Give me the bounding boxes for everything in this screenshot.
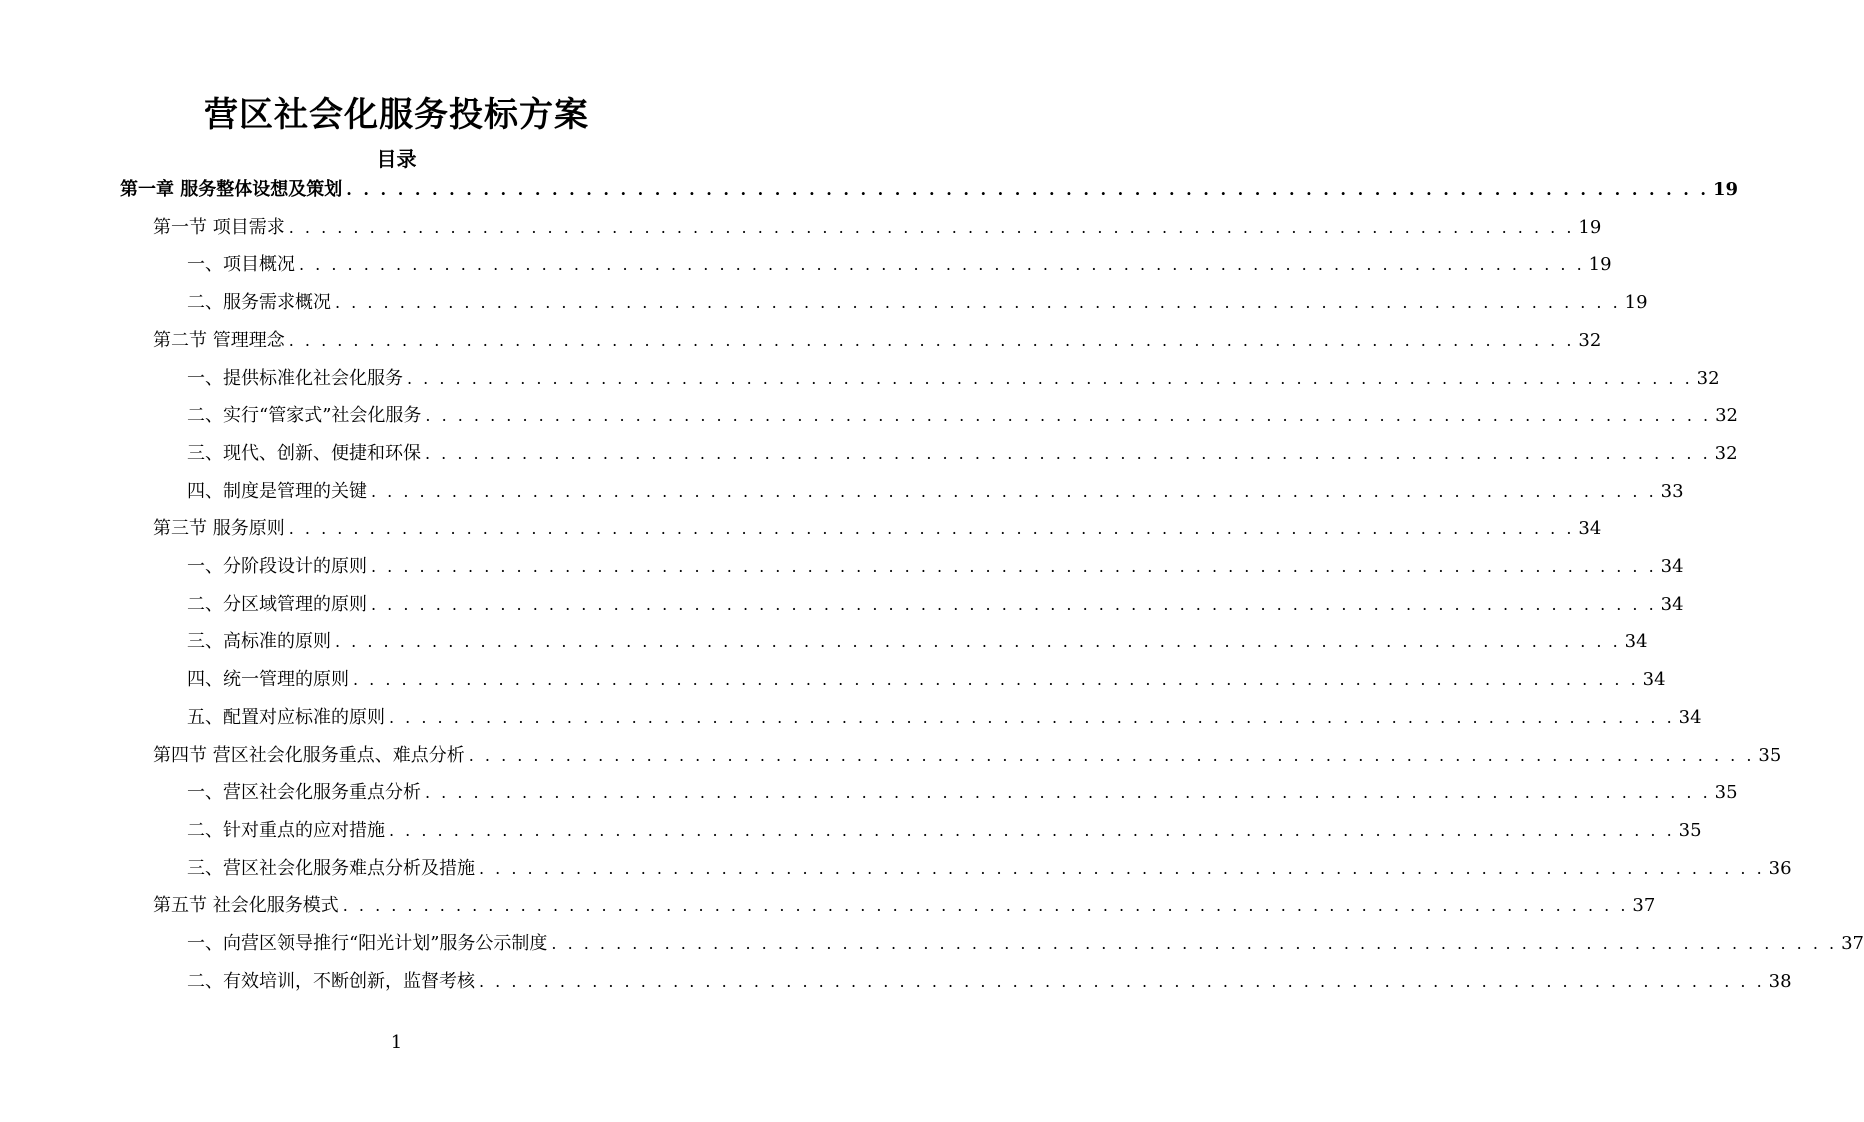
toc-entry-page: 19 — [1624, 292, 1648, 314]
toc-entry-page: 33 — [1660, 480, 1684, 502]
toc-entry[interactable] — [187, 968, 1792, 996]
toc-leader-dots: . . . . . . . . . . . . . . . . . . . . . . . . . . . . . . . . . . . . . . . . . . . . . . . . . . . . . . . . . . . . . . . . . . . . . . . . . . . . . . . . — [389, 820, 1675, 840]
toc-entry[interactable] — [187, 591, 1684, 619]
toc-entry-page: 34 — [1660, 556, 1684, 577]
toc-entry-text: 五、配置对应标准的原则 — [187, 706, 385, 728]
toc-entry[interactable] — [187, 478, 1684, 506]
toc-entry-text: 第二节 管理理念 — [153, 329, 285, 351]
toc-entry-page: 36 — [1768, 857, 1792, 879]
toc-entry-page: 37 — [1841, 933, 1864, 954]
toc-leader-dots: . . . . . . . . . . . . . . . . . . . . . . . . . . . . . . . . . . . . . . . . . . . . . . . . . . . . . . . . . . . . . . . . . . . . . . . . . . . . . . . . — [335, 632, 1621, 652]
toc-leader-dots: . . . . . . . . . . . . . . . . . . . . . . . . . . . . . . . . . . . . . . . . . . . . . . . . . . . . . . . . . . . . . . . . . . . . . . . . . . . . . . . . — [288, 217, 1575, 237]
toc-entry[interactable] — [187, 930, 1864, 958]
toc-leader-dots: . . . . . . . . . . . . . . . . . . . . . . . . . . . . . . . . . . . . . . . . . . . . . . . . . . . . . . . . . . . . . . . . . . . . . . . . . . . . . . . . — [346, 180, 1709, 199]
toc-entry-text: 三、营区社会化服务难点分析及措施 — [187, 857, 475, 879]
toc-leader-dots: . . . . . . . . . . . . . . . . . . . . . . . . . . . . . . . . . . . . . . . . . . . . . . . . . . . . . . . . . . . . . . . . . . . . . . . . . . . . . . . . — [335, 293, 1621, 313]
toc-entry[interactable] — [187, 440, 1738, 468]
toc-entry-page: 32 — [1715, 405, 1738, 427]
toc-entry-page: 32 — [1714, 442, 1738, 464]
page-number: 1 — [390, 1032, 403, 1053]
toc-entry-text: 一、提供标准化社会化服务 — [187, 367, 403, 389]
toc-entry-page: 35 — [1714, 782, 1738, 804]
toc-entry-text: 第四节 营区社会化服务重点、难点分析 — [153, 744, 465, 766]
toc-entry[interactable] — [153, 892, 1656, 920]
toc-entry-text: 三、高标准的原则 — [187, 631, 331, 653]
toc-entry-page: 19 — [1712, 179, 1739, 200]
toc-entry-page: 34 — [1660, 593, 1684, 615]
toc-entry-page: 34 — [1624, 631, 1648, 653]
toc-entry[interactable] — [187, 553, 1684, 581]
toc-entry-text: 四、统一管理的原则 — [187, 669, 349, 691]
toc-leader-dots: . . . . . . . . . . . . . . . . . . . . . . . . . . . . . . . . . . . . . . . . . . . . . . . . . . . . . . . . . . . . . . . . . . . . . . . . . . . . . . . . — [288, 330, 1575, 350]
toc-leader-dots: . . . . . . . . . . . . . . . . . . . . . . . . . . . . . . . . . . . . . . . . . . . . . . . . . . . . . . . . . . . . . . . . . . . . . . . . . . . . . . . . — [371, 557, 1657, 576]
toc-entry-page: 34 — [1578, 518, 1602, 540]
toc-entry[interactable] — [187, 289, 1648, 317]
toc-entry-page: 19 — [1578, 216, 1602, 238]
toc-leader-dots: . . . . . . . . . . . . . . . . . . . . . . . . . . . . . . . . . . . . . . . . . . . . . . . . . . . . . . . . . . . . . . . . . . . . . . . . . . . . . . . . — [407, 368, 1693, 388]
toc-entry-page: 35 — [1678, 819, 1702, 841]
toc-leader-dots: . . . . . . . . . . . . . . . . . . . . . . . . . . . . . . . . . . . . . . . . . . . . . . . . . . . . . . . . . . . . . . . . . . . . . . . . . . . . . . . . — [288, 519, 1575, 539]
toc-entry[interactable] — [153, 214, 1602, 242]
toc-entry-text: 第三节 服务原则 — [153, 518, 285, 540]
toc-leader-dots: . . . . . . . . . . . . . . . . . . . . . . . . . . . . . . . . . . . . . . . . . . . . . . . . . . . . . . . . . . . . . . . . . . . . . . . . . . . . . . . . — [425, 406, 1712, 426]
toc-entry[interactable] — [187, 365, 1720, 393]
toc-entry[interactable] — [187, 628, 1648, 656]
toc-entry-page: 35 — [1758, 744, 1782, 766]
toc-entry[interactable] — [187, 855, 1792, 883]
toc-leader-dots: . . . . . . . . . . . . . . . . . . . . . . . . . . . . . . . . . . . . . . . . . . . . . . . . . . . . . . . . . . . . . . . . . . . . . . . . . . . . . . . . — [479, 858, 1765, 878]
toc-entry-page: 19 — [1588, 254, 1612, 276]
toc-leader-dots: . . . . . . . . . . . . . . . . . . . . . . . . . . . . . . . . . . . . . . . . . . . . . . . . . . . . . . . . . . . . . . . . . . . . . . . . . . . . . . . . — [479, 971, 1765, 991]
toc-entry-text: 二、有效培训，不断创新，监督考核 — [187, 970, 475, 992]
toc-entry[interactable] — [187, 779, 1738, 807]
toc-entry-text: 第五节 社会化服务模式 — [153, 895, 339, 917]
toc-entry-text: 二、服务需求概况 — [187, 292, 331, 314]
toc-entry[interactable] — [153, 742, 1782, 770]
toc-entry-page: 32 — [1578, 329, 1602, 351]
toc-entry-text: 一、分阶段设计的原则 — [187, 556, 367, 577]
toc-leader-dots: . . . . . . . . . . . . . . . . . . . . . . . . . . . . . . . . . . . . . . . . . . . . . . . . . . . . . . . . . . . . . . . . . . . . . . . . . . . . . . . . — [353, 670, 1639, 690]
toc-leader-dots: . . . . . . . . . . . . . . . . . . . . . . . . . . . . . . . . . . . . . . . . . . . . . . . . . . . . . . . . . . . . . . . . . . . . . . . . . . . . . . . . — [425, 783, 1711, 803]
toc-entry-text: 二、实行“管家式”社会化服务 — [187, 405, 422, 427]
toc-entry[interactable] — [187, 402, 1738, 430]
toc-entry-text: 三、现代、创新、便捷和环保 — [187, 442, 421, 464]
toc-leader-dots: . . . . . . . . . . . . . . . . . . . . . . . . . . . . . . . . . . . . . . . . . . . . . . . . . . . . . . . . . . . . . . . . . . . . . . . . . . . . . . . . — [342, 896, 1629, 916]
toc-entry[interactable] — [120, 176, 1739, 204]
toc-entry[interactable] — [187, 817, 1702, 845]
toc-leader-dots: . . . . . . . . . . . . . . . . . . . . . . . . . . . . . . . . . . . . . . . . . . . . . . . . . . . . . . . . . . . . . . . . . . . . . . . . . . . . . . . . — [371, 481, 1657, 501]
toc-leader-dots: . . . . . . . . . . . . . . . . . . . . . . . . . . . . . . . . . . . . . . . . . . . . . . . . . . . . . . . . . . . . . . . . . . . . . . . . . . . . . . . . — [425, 443, 1711, 463]
page-title: 营区社会化服务投标方案 — [204, 95, 589, 135]
toc-entry-text: 一、营区社会化服务重点分析 — [187, 782, 421, 804]
toc-leader-dots: . . . . . . . . . . . . . . . . . . . . . . . . . . . . . . . . . . . . . . . . . . . . . . . . . . . . . . . . . . . . . . . . . . . . . . . . . . . . . . . . — [299, 255, 1585, 275]
toc-entry-page: 34 — [1678, 706, 1702, 728]
toc-heading: 目录 — [376, 147, 417, 171]
toc-leader-dots: . . . . . . . . . . . . . . . . . . . . . . . . . . . . . . . . . . . . . . . . . . . . . . . . . . . . . . . . . . . . . . . . . . . . . . . . . . . . . . . . — [551, 934, 1838, 953]
toc-entry-text: 一、向营区领导推行“阳光计划”服务公示制度 — [187, 933, 548, 954]
toc-entry[interactable] — [187, 666, 1666, 694]
toc-leader-dots: . . . . . . . . . . . . . . . . . . . . . . . . . . . . . . . . . . . . . . . . . . . . . . . . . . . . . . . . . . . . . . . . . . . . . . . . . . . . . . . . — [468, 745, 1755, 765]
toc-entry-page: 37 — [1632, 895, 1656, 917]
toc-entry-page: 34 — [1642, 669, 1666, 691]
toc-entry-text: 四、制度是管理的关键 — [187, 480, 367, 502]
toc-leader-dots: . . . . . . . . . . . . . . . . . . . . . . . . . . . . . . . . . . . . . . . . . . . . . . . . . . . . . . . . . . . . . . . . . . . . . . . . . . . . . . . . — [389, 707, 1675, 727]
toc-entry-text: 第一节 项目需求 — [153, 216, 285, 238]
toc-entry-text: 第一章 服务整体设想及策划 — [120, 179, 343, 200]
toc-entry-text: 一、项目概况 — [187, 254, 295, 276]
toc-entry[interactable] — [187, 251, 1612, 279]
toc-entry[interactable] — [187, 704, 1702, 732]
toc-entry-page: 32 — [1696, 367, 1720, 389]
toc-entry-text: 二、分区域管理的原则 — [187, 593, 367, 615]
toc-entry-text: 二、针对重点的应对措施 — [187, 819, 385, 841]
toc-entry-page: 38 — [1768, 970, 1792, 992]
toc-entry[interactable] — [153, 327, 1602, 355]
toc-leader-dots: . . . . . . . . . . . . . . . . . . . . . . . . . . . . . . . . . . . . . . . . . . . . . . . . . . . . . . . . . . . . . . . . . . . . . . . . . . . . . . . . — [371, 594, 1657, 614]
toc-entry[interactable] — [153, 515, 1602, 543]
